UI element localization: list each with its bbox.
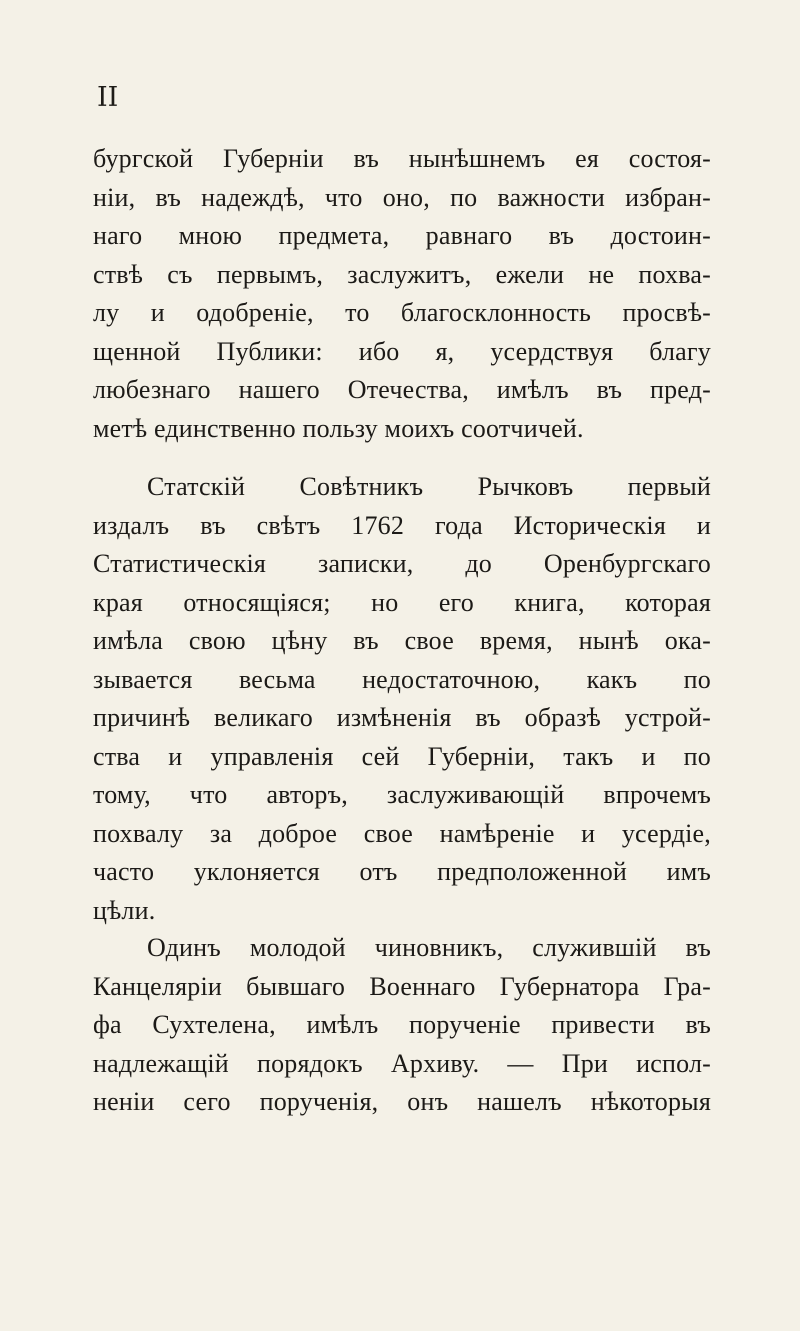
text-line: бургской Губерніи въ нынѣшнемъ ея состоя-: [93, 144, 711, 173]
paragraph-2: [93, 468, 711, 930]
text-line: Одинъ молодой чиновникъ, служившій въ: [147, 933, 711, 962]
text-line: метѣ единственно пользу моихъ соотчичей.: [93, 413, 584, 443]
text-line: Статистическія записки, до Оренбургскаго: [93, 549, 711, 578]
paragraph-3: [93, 929, 711, 1122]
text-line: имѣла свою цѣну въ свое время, нынѣ ока-: [93, 626, 711, 655]
text-line: тому, что авторъ, заслуживающій впрочемъ: [93, 780, 711, 809]
text-line: похвалу за доброе свое намѣреніе и усердіе,: [93, 818, 711, 848]
paragraph-1: [93, 140, 711, 448]
text-line: причинѣ великаго измѣненія въ образѣ устрой-: [93, 703, 711, 732]
text-line: часто уклоняется отъ предположенной имъ: [93, 857, 711, 886]
text-line: наго мною предмета, равнаго въ достоин-: [93, 221, 711, 250]
text-line: фа Сухтелена, имѣлъ порученіе привести въ: [93, 1010, 711, 1039]
text-line: неніи сего порученія, онъ нашелъ нѣкоторыя: [93, 1087, 711, 1116]
text-line: цѣли.: [93, 895, 156, 925]
text-line: ніи, въ надеждѣ, что оно, по важности избран-: [93, 182, 711, 212]
text-line: ства и управленія сей Губерніи, такъ и по: [93, 741, 711, 771]
text-line: любезнаго нашего Отечества, имѣлъ въ пред-: [93, 375, 711, 404]
page-number: II: [97, 82, 119, 113]
text-line: ствѣ съ первымъ, заслужитъ, ежели не похва-: [93, 259, 711, 289]
text-line: края относящіяся; но его книга, которая: [93, 587, 711, 617]
text-line: Канцеляріи бывшаго Военнаго Губернатора Гра-: [93, 971, 711, 1001]
text-line: Статскій Совѣтникъ Рычковъ первый: [147, 472, 711, 501]
text-line: щенной Публики: ибо я, усердствуя благу: [93, 336, 711, 366]
text-line: лу и одобреніе, то благосклонность просвѣ-: [93, 298, 711, 327]
text-line: надлежащій порядокъ Архиву. — При испол-: [93, 1048, 711, 1078]
text-line: издалъ въ свѣтъ 1762 года Историческія и: [93, 510, 711, 540]
text-line: зывается весьма недостаточною, какъ по: [93, 664, 711, 694]
